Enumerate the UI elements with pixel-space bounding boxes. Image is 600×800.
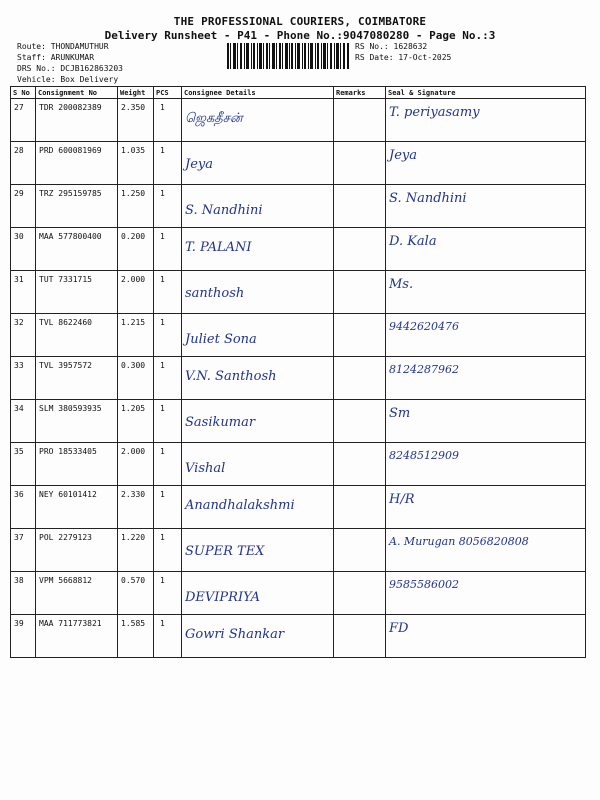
row-signature-cell xyxy=(386,486,586,529)
row-consignee-handwriting: T. PALANI xyxy=(185,240,252,255)
row-signature-handwriting: 9442620476 xyxy=(389,320,459,333)
row-weight: 0.300 xyxy=(118,357,154,400)
row-consignee-cell xyxy=(182,443,334,486)
route-line: Route: THONDAMUTHUR xyxy=(17,42,109,51)
row-weight: 0.570 xyxy=(118,572,154,615)
row-consignee-cell xyxy=(182,314,334,357)
row-sno: 39 xyxy=(11,615,36,658)
rs-number: RS No.: 1628632 xyxy=(355,42,428,51)
row-pcs: 1 xyxy=(154,400,182,443)
vehicle-line: Vehicle: Box Delivery xyxy=(17,75,119,84)
row-signature-cell xyxy=(386,314,586,357)
row-pcs: 1 xyxy=(154,142,182,185)
table-header-row xyxy=(11,87,586,99)
barcode-image xyxy=(227,43,349,69)
row-weight: 1.215 xyxy=(118,314,154,357)
staff-line: Staff: ARUNKUMAR xyxy=(17,53,95,62)
table-row xyxy=(11,572,586,615)
row-remarks xyxy=(334,357,386,400)
row-signature-handwriting: Jeya xyxy=(389,148,417,163)
row-remarks xyxy=(334,99,386,142)
row-remarks xyxy=(334,615,386,658)
row-signature-handwriting: 9585586002 xyxy=(389,578,459,591)
row-pcs: 1 xyxy=(154,314,182,357)
row-weight: 1.035 xyxy=(118,142,154,185)
row-pcs: 1 xyxy=(154,572,182,615)
row-sno: 33 xyxy=(11,357,36,400)
row-pcs: 1 xyxy=(154,615,182,658)
table-row xyxy=(11,400,586,443)
row-weight: 2.000 xyxy=(118,271,154,314)
table-row xyxy=(11,615,586,658)
table-row xyxy=(11,357,586,400)
row-weight: 2.330 xyxy=(118,486,154,529)
row-consignment-no: NEY 60101412 xyxy=(36,486,118,529)
row-consignment-no: TVL 3957572 xyxy=(36,357,118,400)
table-row xyxy=(11,271,586,314)
row-consignee-cell xyxy=(182,357,334,400)
col-header-pcs: PCS xyxy=(154,87,182,99)
col-header-consignee: Consignee Details xyxy=(182,87,334,99)
row-consignee-handwriting: SUPER TEX xyxy=(185,544,265,559)
row-signature-handwriting: Sm xyxy=(389,406,411,421)
row-consignee-cell xyxy=(182,615,334,658)
row-signature-handwriting: FD xyxy=(389,621,409,636)
row-signature-handwriting: S. Nandhini xyxy=(389,191,467,206)
row-consignment-no: PRO 18533405 xyxy=(36,443,118,486)
row-consignee-handwriting: Juliet Sona xyxy=(185,332,257,347)
row-pcs: 1 xyxy=(154,357,182,400)
row-remarks xyxy=(334,228,386,271)
row-sno: 27 xyxy=(11,99,36,142)
row-pcs: 1 xyxy=(154,185,182,228)
row-consignee-handwriting: V.N. Santhosh xyxy=(185,369,277,384)
row-weight: 1.205 xyxy=(118,400,154,443)
table-row xyxy=(11,185,586,228)
row-signature-cell xyxy=(386,529,586,572)
row-signature-cell xyxy=(386,400,586,443)
runsheet-subtitle: Delivery Runsheet - P41 - Phone No.:9047080280 - Page No.:3 xyxy=(104,29,496,42)
row-consignment-no: PRD 600081969 xyxy=(36,142,118,185)
row-consignee-handwriting: DEVIPRIYA xyxy=(185,590,261,605)
row-weight: 1.585 xyxy=(118,615,154,658)
row-signature-cell xyxy=(386,357,586,400)
row-weight: 1.250 xyxy=(118,185,154,228)
row-consignee-cell xyxy=(182,271,334,314)
row-signature-cell xyxy=(386,572,586,615)
row-signature-cell xyxy=(386,228,586,271)
rs-info xyxy=(355,41,451,63)
col-header-weight: Weight xyxy=(118,87,154,99)
row-signature-handwriting: 8124287962 xyxy=(389,363,459,376)
row-remarks xyxy=(334,271,386,314)
row-remarks xyxy=(334,314,386,357)
row-sno: 37 xyxy=(11,529,36,572)
table-row xyxy=(11,443,586,486)
row-signature-handwriting: H/R xyxy=(389,492,415,507)
row-signature-cell xyxy=(386,271,586,314)
row-pcs: 1 xyxy=(154,529,182,572)
row-consignee-handwriting: ஜெகதீசன் xyxy=(185,111,243,126)
row-consignment-no: TDR 200082389 xyxy=(36,99,118,142)
col-header-remarks: Remarks xyxy=(334,87,386,99)
row-consignment-no: VPM 5668812 xyxy=(36,572,118,615)
row-consignee-handwriting: S. Nandhini xyxy=(185,203,263,218)
row-remarks xyxy=(334,529,386,572)
row-consignment-no: TUT 7331715 xyxy=(36,271,118,314)
route-info xyxy=(17,41,123,85)
row-consignee-handwriting: Gowri Shankar xyxy=(185,627,285,642)
row-consignee-handwriting: santhosh xyxy=(185,286,245,301)
row-pcs: 1 xyxy=(154,443,182,486)
row-signature-cell xyxy=(386,99,586,142)
col-header-seal: Seal & Signature xyxy=(386,87,586,99)
table-row xyxy=(11,529,586,572)
row-consignee-handwriting: Sasikumar xyxy=(185,415,256,430)
row-signature-cell xyxy=(386,443,586,486)
drs-line: DRS No.: DCJB162863203 xyxy=(17,64,123,73)
row-sno: 38 xyxy=(11,572,36,615)
row-sno: 34 xyxy=(11,400,36,443)
row-consignment-no: MAA 711773821 xyxy=(36,615,118,658)
table-row xyxy=(11,142,586,185)
delivery-table xyxy=(10,86,586,658)
row-weight: 2.000 xyxy=(118,443,154,486)
row-sno: 29 xyxy=(11,185,36,228)
row-consignee-cell xyxy=(182,400,334,443)
company-title: THE PROFESSIONAL COURIERS, COIMBATORE xyxy=(173,15,427,28)
row-consignment-no: MAA 577800400 xyxy=(36,228,118,271)
row-weight: 1.220 xyxy=(118,529,154,572)
table-row xyxy=(11,99,586,142)
row-sno: 36 xyxy=(11,486,36,529)
row-consignment-no: TVL 8622460 xyxy=(36,314,118,357)
row-sno: 31 xyxy=(11,271,36,314)
row-remarks xyxy=(334,185,386,228)
row-pcs: 1 xyxy=(154,99,182,142)
row-remarks xyxy=(334,443,386,486)
row-signature-handwriting: 8248512909 xyxy=(389,449,459,462)
row-pcs: 1 xyxy=(154,271,182,314)
row-signature-handwriting: A. Murugan 8056820808 xyxy=(389,535,529,548)
row-remarks xyxy=(334,486,386,529)
row-signature-handwriting: T. periyasamy xyxy=(389,105,480,120)
row-signature-cell xyxy=(386,615,586,658)
table-row xyxy=(11,228,586,271)
row-consignee-cell xyxy=(182,572,334,615)
row-signature-cell xyxy=(386,185,586,228)
row-consignee-handwriting: Anandhalakshmi xyxy=(185,498,295,513)
row-consignment-no: SLM 380593935 xyxy=(36,400,118,443)
table-row xyxy=(11,486,586,529)
row-signature-handwriting: D. Kala xyxy=(389,234,437,249)
row-pcs: 1 xyxy=(154,228,182,271)
row-sno: 32 xyxy=(11,314,36,357)
row-remarks xyxy=(334,400,386,443)
row-consignee-cell xyxy=(182,228,334,271)
row-signature-handwriting: Ms. xyxy=(389,277,414,292)
row-remarks xyxy=(334,572,386,615)
row-signature-cell xyxy=(386,142,586,185)
row-consignee-handwriting: Jeya xyxy=(185,157,213,172)
row-consignee-cell xyxy=(182,185,334,228)
row-weight: 2.350 xyxy=(118,99,154,142)
row-consignment-no: POL 2279123 xyxy=(36,529,118,572)
row-pcs: 1 xyxy=(154,486,182,529)
rs-date: RS Date: 17-Oct-2025 xyxy=(355,53,452,62)
row-sno: 35 xyxy=(11,443,36,486)
row-weight: 0.200 xyxy=(118,228,154,271)
row-consignee-cell xyxy=(182,486,334,529)
col-header-sno: S No xyxy=(11,87,36,99)
row-consignee-handwriting: Vishal xyxy=(185,461,226,476)
row-sno: 28 xyxy=(11,142,36,185)
row-consignee-cell xyxy=(182,99,334,142)
table-row xyxy=(11,314,586,357)
row-remarks xyxy=(334,142,386,185)
row-consignment-no: TRZ 295159785 xyxy=(36,185,118,228)
col-header-consignment: Consignment No xyxy=(36,87,118,99)
row-consignee-cell xyxy=(182,142,334,185)
row-consignee-cell xyxy=(182,529,334,572)
row-sno: 30 xyxy=(11,228,36,271)
